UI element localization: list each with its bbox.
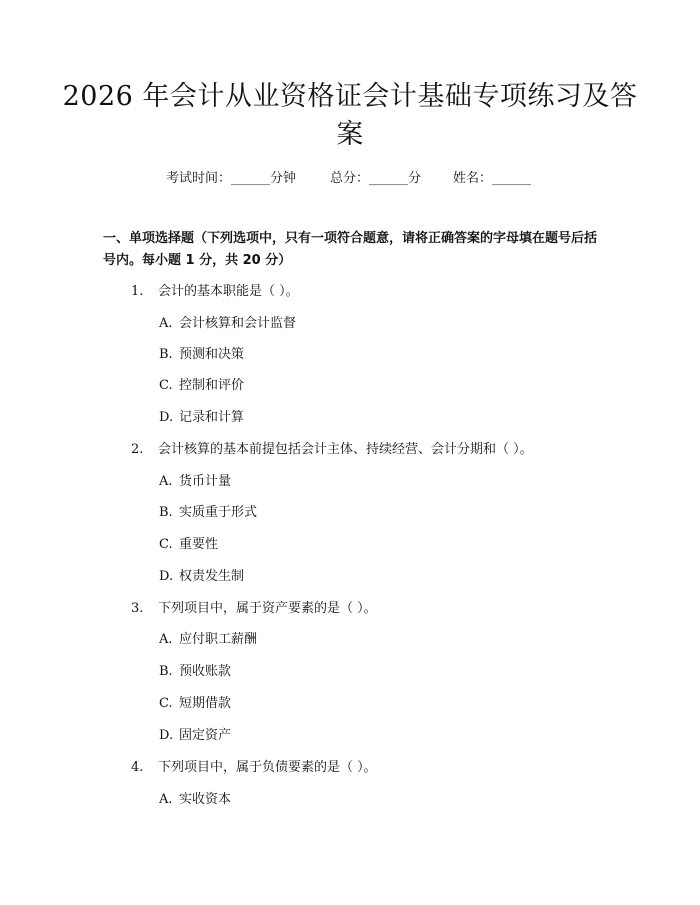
option-text: 预测和决策 xyxy=(179,347,245,362)
question-number: 3. xyxy=(131,601,144,616)
option-text: 记录和计算 xyxy=(179,410,245,425)
question-text: 下列项目中，属于负债要素的是（ ）。 xyxy=(158,760,377,775)
question-1 xyxy=(131,282,299,302)
question-2-option-b xyxy=(159,503,257,523)
option-letter: D. xyxy=(159,569,174,584)
question-3-option-d xyxy=(159,726,231,746)
question-2-option-d xyxy=(159,567,244,587)
document-title: 2026 年会计从业资格证会计基础专项练习及答案 xyxy=(62,81,638,150)
question-2-option-a xyxy=(159,472,231,492)
question-2-option-c xyxy=(159,535,218,555)
question-4-option-a xyxy=(159,790,231,810)
question-1-option-b xyxy=(159,345,244,365)
option-text: 重要性 xyxy=(179,537,219,552)
question-number: 2. xyxy=(131,442,144,457)
option-text: 会计核算和会计监督 xyxy=(179,316,297,331)
exam-info xyxy=(0,167,700,189)
option-letter: C. xyxy=(159,537,173,552)
option-text: 实质重于形式 xyxy=(179,505,258,520)
option-text: 固定资产 xyxy=(179,728,232,743)
question-text: 下列项目中，属于资产要素的是（ ）。 xyxy=(158,601,377,616)
question-3-option-b xyxy=(159,662,231,682)
option-text: 货币计量 xyxy=(179,474,232,489)
option-letter: D. xyxy=(159,728,174,743)
total-score-field: 总分：______分 xyxy=(330,171,422,186)
question-1-option-a xyxy=(159,314,296,334)
question-1-option-c xyxy=(159,376,244,396)
option-letter: B. xyxy=(159,505,173,520)
question-number: 1. xyxy=(131,284,144,299)
option-text: 应付职工薪酬 xyxy=(179,632,258,647)
option-letter: C. xyxy=(159,378,173,393)
option-letter: D. xyxy=(159,410,174,425)
option-letter: B. xyxy=(159,347,173,362)
option-letter: A. xyxy=(159,474,173,489)
exam-time-field: 考试时间：______分钟 xyxy=(166,171,297,186)
question-number: 4. xyxy=(131,760,144,775)
option-letter: A. xyxy=(159,792,173,807)
question-1-option-d xyxy=(159,408,244,428)
option-letter: A. xyxy=(159,316,173,331)
option-text: 短期借款 xyxy=(179,696,232,711)
option-letter: B. xyxy=(159,664,173,679)
option-text: 实收资本 xyxy=(179,792,232,807)
name-field: 姓名：______ xyxy=(453,171,532,186)
option-text: 预收账款 xyxy=(179,664,232,679)
question-4 xyxy=(131,758,377,778)
section-heading: 一、单项选择题（下列选项中，只有一项符合题意，请将正确答案的字母填在题号后括号内。每小题 1 分，共 20 分） xyxy=(103,231,598,268)
question-text: 会计核算的基本前提包括会计主体、持续经营、会计分期和（ ）。 xyxy=(158,442,533,457)
option-text: 权责发生制 xyxy=(179,569,245,584)
question-3-option-c xyxy=(159,694,231,714)
option-letter: C. xyxy=(159,696,173,711)
question-3-option-a xyxy=(159,630,257,650)
option-letter: A. xyxy=(159,632,173,647)
question-3 xyxy=(131,599,377,619)
question-2 xyxy=(131,440,533,460)
option-text: 控制和评价 xyxy=(179,378,245,393)
question-text: 会计的基本职能是（ ）。 xyxy=(158,284,299,299)
